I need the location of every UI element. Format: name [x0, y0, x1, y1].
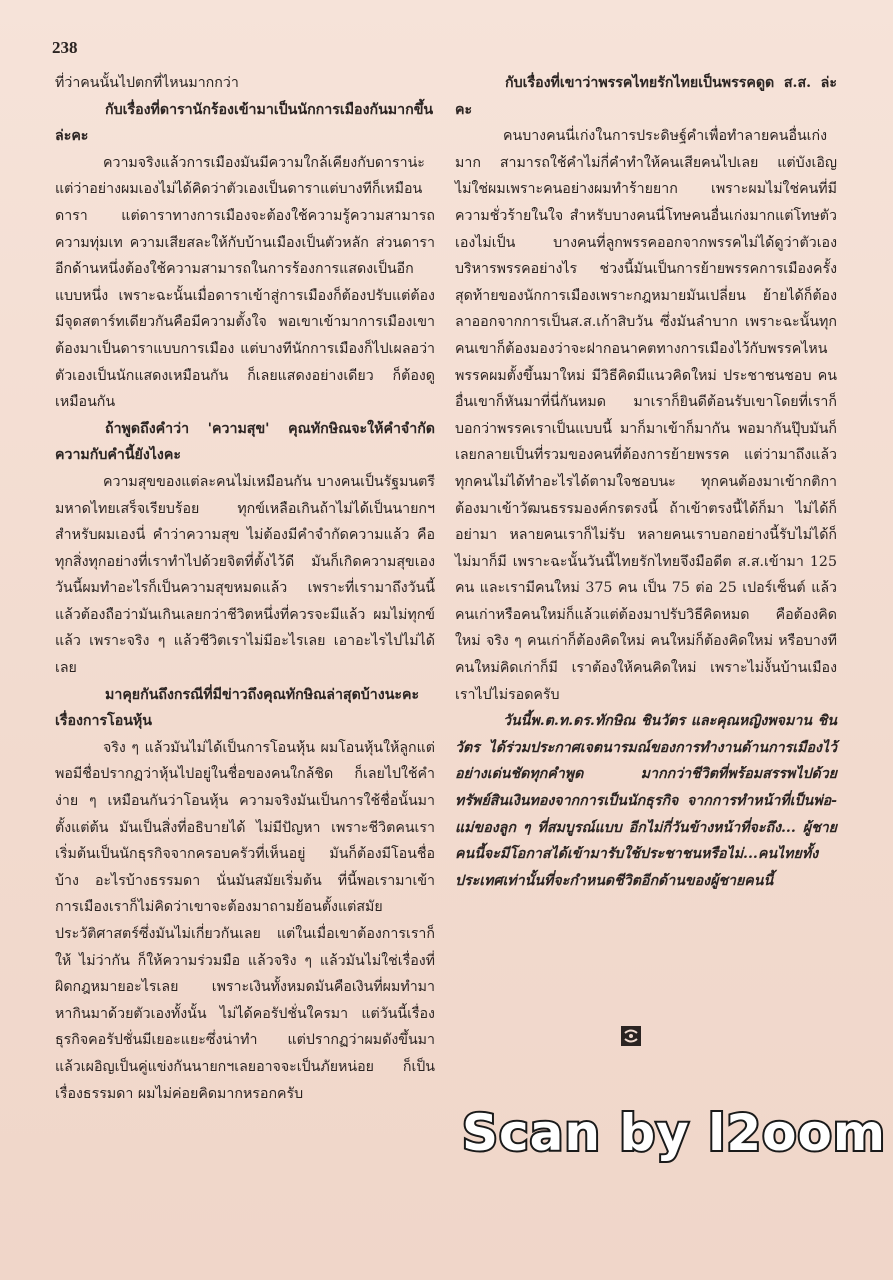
closing-paragraph: วันนี้พ.ต.ท.ดร.ทักษิณ ชินวัตร และคุณหญิงพจมาน ชินวัตร ได้ร่วมประกาศเจตนารมณ์ของการทำงานด้านการเมืองไว้อย่างเด่นชัดทุกคำพูด มากกว่าชีวิตที่พร้อมสรรพไปด้วยทรัพย์สินเงินทองจากการเป็นนักธุรกิจ จากการทำหน้าที่เป็นพ่อ-แม่ของลูก ๆ ที่สมบูรณ์แบบ อีกไม่กี่วันข้างหน้าที่จะถึง... ผู้ชายคนนี้จะมีโอกาสได้เข้ามารับใช้ประชาชนหรือไม่...คนไทยทั้งประเทศเท่านั้นที่จะกำหนดชีวิตอีกด้านของผู้ชายคนนี้	[455, 713, 837, 889]
interview-question: กับเรื่องที่เขาว่าพรรคไทยรักไทยเป็นพรรคดูด ส.ส. ล่ะคะ	[455, 75, 837, 118]
interview-question: มาคุยกันถึงกรณีที่มีข่าวถึงคุณทักษิณล่าสุดบ้างนะคะ เรื่องการโอนหุ้น	[55, 686, 420, 730]
interview-answer: คนบางคนนี่เก่งในการประดิษฐ์คำเพื่อทำลายคนอื่นเก่งมาก สามารถใช้คำไม่กี่คำทำให้คนเสียคนไปเลย แต่บังเอิญไม่ใช่ผมเพราะคนอย่างผมทำร้ายยาก เพราะผมไม่ใช่คนที่มีความชั่วร้ายในใจ สำหรับบางคนนี่โทษคนอื่นเก่งมากแต่โทษตัวเองไม่เป็น บางคนที่ลูกพรรคออกจากพรรคไม่ได้ดูว่าตัวเองบริหารพรรคอย่างไร ช่วงนี้มันเป็นการย้ายพรรคการเมืองครั้งสุดท้ายของนักการเมืองเพราะกฎหมายมันเปลี่ยน ย้ายได้ก็ต้องลาออกจากการเป็นส.ส.เก้าสิบวัน ซึ่งมันลำบาก เพราะฉะนั้นทุกคนเขาก็ต้องมองว่าจะฝากอนาคตทางการเมืองไว้กับพรรคไหน พรรคผมตั้งขึ้นมาใหม่ มีวิธีคิดมีแนวคิดใหม่ ประชาชนชอบ คนอื่นเขาก็หันมาที่นี่กันหมด มาเราก็ยินดีต้อนรับเขาโดยที่เราก็บอกว่าพรรคเราเป็นแบบนี้ มาก็มาเข้าก็มากัน พอมากันปุ๊บมันก็เลยกลายเป็นที่รวมของคนที่ต้องการย้ายพรรค แต่ว่ามาถึงแล้วทุกคนไม่ได้ทำอะไรได้ตามใจชอบนะ ทุกคนต้องมาเข้ากติกา ต้องมาเข้าวัฒนธรรมองค์กรตรงนี้ ถ้าเข้าตรงนี้ได้ก็มา ไม่ได้ก็อย่ามา หลายคนเราก็ไม่รับ หลายคนเราบอกอย่างนี้รับไม่ได้ก็ไม่มาก็มี เพราะฉะนั้นวันนี้ไทยรักไทยจึงมือดีต ส.ส.เข้ามา 125 คน และเรามีคนใหม่ 375 คน เป็น 75 ต่อ 25 เปอร์เซ็นต์ แล้วคนเก่าหรือคนใหม่ก็แล้วแต่ต้องมาปรับวิธีคิดหมด คือต้องคิดใหม่ จริง ๆ คนเก่าก็ต้องคิดใหม่ คนใหม่ก็ต้องคิดใหม่ หรือบางทีคนใหม่คิดเก่าก็มี เราต้องให้คนคิดใหม่ เพราะไม่งั้นบ้านเมืองเราไปไม่รอดครับ	[455, 128, 837, 703]
right-column	[455, 70, 837, 894]
scanner-watermark: Scan by l2oom	[462, 1104, 886, 1162]
interview-answer: ความจริงแล้วการเมืองมันมีความใกล้เคียงกับดาราน่ะ แต่ว่าอย่างผมเองไม่ได้คิดว่าตัวเองเป็นดาราแต่บางทีก็เหมือนดารา แต่ดาราทางการเมืองจะต้องใช้ความรู้ความสามารถ ความทุ่มเท ความเสียสละให้กับบ้านเมืองเป็นตัวหลัก ส่วนดาราอีกด้านหนึ่งต้องใช้ความสามารถในการร้องการแสดงเป็นอีกแบบหนึ่ง เพราะฉะนั้นเมื่อดาราเข้าสู่การเมืองก็ต้องปรับแต่ต้องมีจุดสตาร์ทเดียวกันคือมีความตั้งใจ พอเขาเข้ามาการเมืองเขาต้องมาเป็นดาราแบบการเมือง แต่บางทีนักการเมืองก็ไปเผลอว่าตัวเองเป็นนักแสดงเหมือนกัน ก็เลยแสดงอย่างเดียว ก็ต้องดูเหมือนกัน	[55, 154, 435, 411]
interview-question: ถ้าพูดถึงคำว่า 'ความสุข' คุณทักษิณจะให้คำจำกัดความกับคำนี้ยังไงคะ	[55, 420, 435, 464]
page-number: 238	[52, 38, 78, 57]
interview-answer: ความสุขของแต่ละคนไม่เหมือนกัน บางคนเป็นรัฐมนตรีมหาดไทยเสร็จเรียบร้อย ทุกข์เหลือเกินถ้าไม่ได้เป็นนายกฯ สำหรับผมเองนี่ คำว่าความสุข ไม่ต้องมีคำจำกัดความแล้ว คือทุกสิ่งทุกอย่างที่เราทำไปด้วยจิตที่ตั้งไว้ดี มันก็เกิดความสุขเอง วันนี้ผมทำอะไรก็เป็นความสุขหมดแล้ว เพราะที่เรามาถึงวันนี้แล้วต้องถือว่ามันเกินเลยกว่าชีวิตหนึ่งที่ควรจะมีแล้ว ผมไม่ทุกข์แล้ว เพราะจริง ๆ แล้วชีวิตเราไม่มีอะไรเลย เอาอะไรไปไม่ได้เลย	[55, 473, 435, 677]
continued-paragraph: ที่ว่าคนนั้นไปตกที่ไหนมากกว่า	[55, 75, 239, 91]
end-of-article-icon	[620, 1025, 642, 1047]
interview-answer: จริง ๆ แล้วมันไม่ได้เป็นการโอนหุ้น ผมโอนหุ้นให้ลูกแต่พอมีชื่อปรากฏว่าหุ้นไปอยู่ในชื่อของคนใกล้ชิด ก็เลยไปใช้คำง่าย ๆ เหมือนกันว่าโอนหุ้น ความจริงมันเป็นการใช้ชื่อนั้นมาตั้งแต่ต้น มันเป็นสิ่งที่อธิบายได้ ไม่มีปัญหา เพราะชีวิตคนเราเริ่มต้นเป็นนักธุรกิจจากครอบครัวที่เห็นอยู่ มันก็ต้องมีโอนชื่อบ้าง อะไรบ้างธรรมดา นั่นมันสมัยเริ่มต้น ที่นี้พอเรามาเข้าการเมืองเราก็ไม่คิดว่าเขาจะต้องมาถามย้อนตั้งแต่สมัยประวัติศาสตร์ซึ่งมันไม่เกี่ยวกันเลย แต่ในเมื่อเขาต้องการเราก็ให้ ไม่ว่ากัน ก็ให้ความร่วมมือ แล้วจริง ๆ แล้วมันไม่ใช่เรื่องที่ผิดกฎหมายอะไรเลย เพราะเงินทั้งหมดมันคือเงินที่ผมทำมาหากินมาด้วยตัวเองทั้งนั้น ไม่ได้คอรัปชั่นใครมา แต่วันนี้เรื่องธุรกิจคอรัปชั่นมีเยอะแยะซึ่งน่าทำ แต่ปรากฏว่าผมดังขึ้นมาแล้วเผอิญเป็นคู่แข่งกันนายกฯเลยอาจจะเป็นภัยหน่อย ก็เป็นเรื่องธรรมดา ผมไม่ค่อยคิดมากหรอกครับ	[55, 739, 435, 1102]
left-column	[55, 70, 435, 1107]
interview-question: กับเรื่องที่ดารานักร้องเข้ามาเป็นนักการเมืองกันมากขึ้นล่ะคะ	[55, 101, 434, 145]
